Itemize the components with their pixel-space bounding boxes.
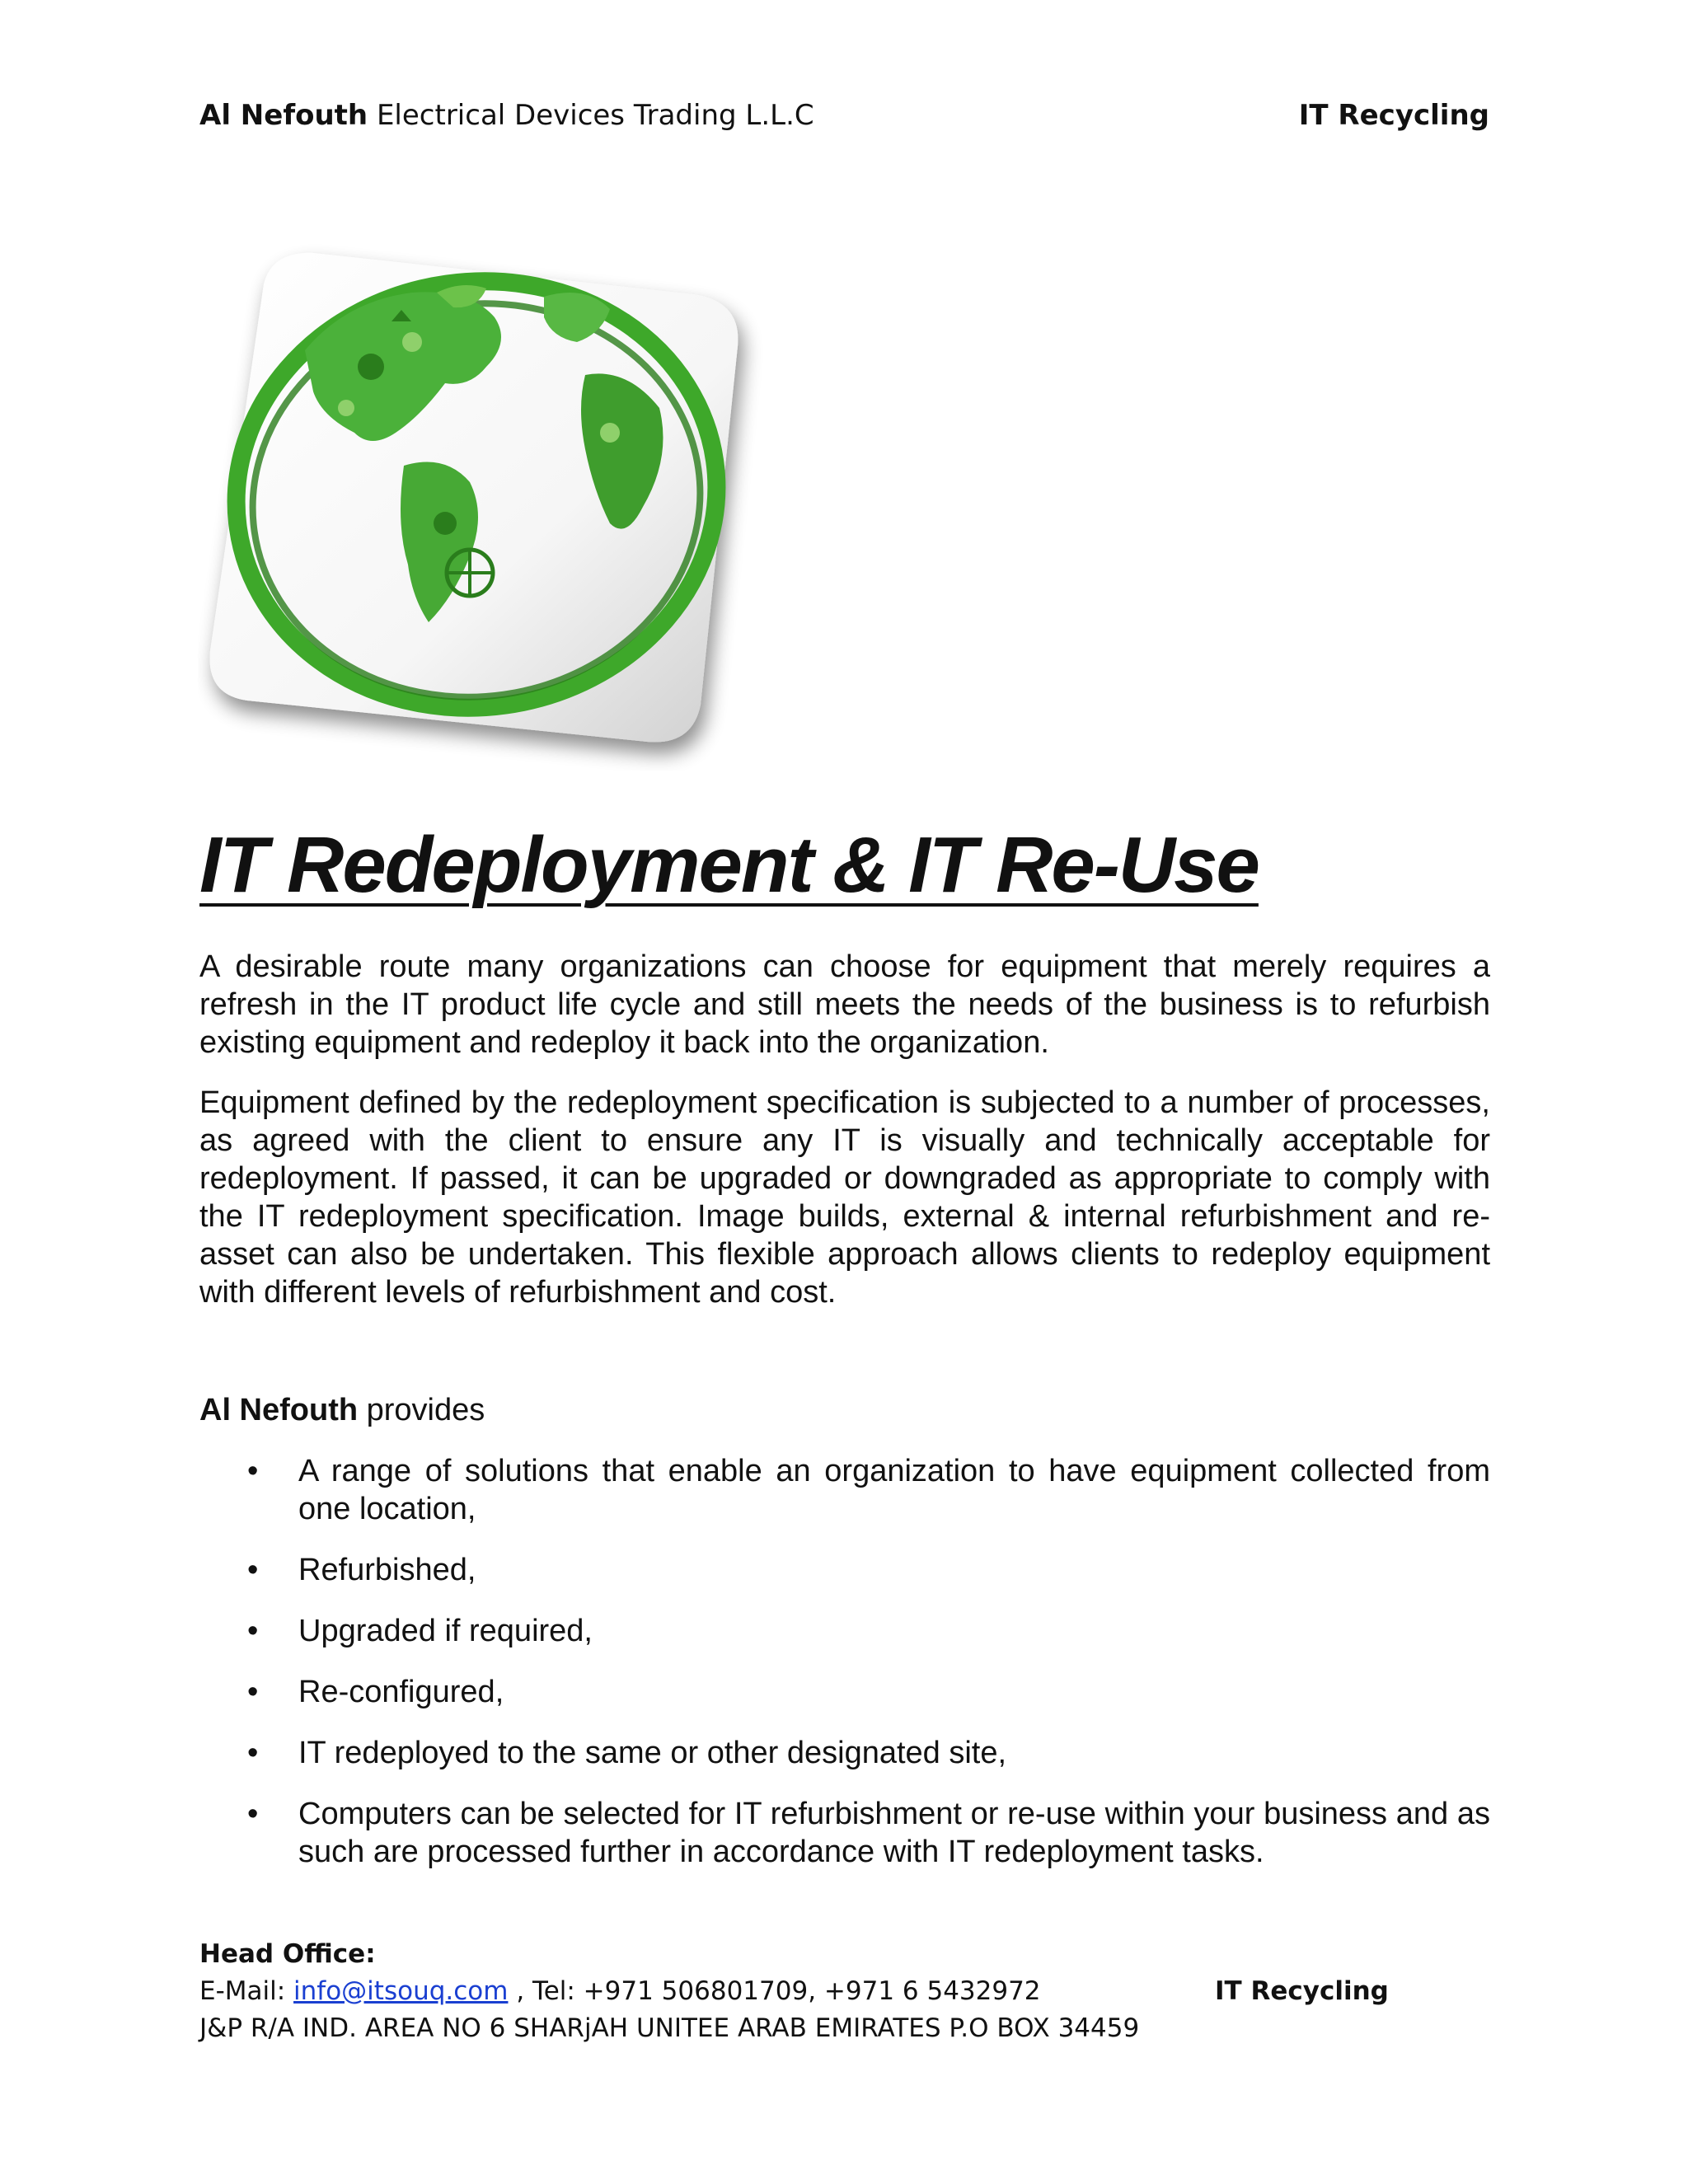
provides-rest: provides — [358, 1393, 485, 1427]
provides-heading — [199, 1393, 485, 1428]
footer-head-office: Head Office: — [199, 1939, 376, 1969]
list-item — [199, 1612, 1490, 1650]
bullet-icon: • — [247, 1797, 259, 1831]
provides-company: Al Nefouth — [199, 1393, 359, 1427]
list-item — [199, 1452, 1490, 1528]
list-item-text: Re-configured, — [298, 1675, 504, 1709]
paragraph-process: Equipment defined by the redeployment specification is subjected to a number of processes, as agreed with the client to ensure any IT is visually and technically acceptable for redeployment. If passed, it can be upgraded or downgraded as appropriate to comply with the IT redeployment specification. Image builds, external & internal refurbishment and re-asset can also be undertaken. This flexible approach allows clients to redeploy equipment with different levels of refurbishment and cost. — [199, 1085, 1490, 1310]
bullet-icon: • — [247, 1675, 259, 1709]
bullet-icon: • — [247, 1736, 259, 1770]
list-item-text: Computers can be selected for IT refurbishment or re-use within your business and as such are processed further in accordance with IT redeployment tasks. — [298, 1797, 1490, 1869]
bullet-icon: • — [247, 1454, 259, 1488]
header-company-rest: Electrical Devices Trading L.L.C — [368, 99, 814, 132]
list-item-text: A range of solutions that enable an organization to have equipment collected from one location, — [298, 1454, 1490, 1526]
list-item-text: Upgraded if required, — [298, 1614, 593, 1648]
bullet-icon: • — [247, 1553, 259, 1587]
paragraph-intro: A desirable route many organizations can choose for equipment that merely requires a refresh in the IT product life cycle and still meets the needs of the business is to refurbish existing equipment and redeploy it back into the organization. — [199, 949, 1490, 1060]
logo-image — [198, 243, 791, 771]
list-item — [199, 1551, 1490, 1589]
provides-list — [199, 1452, 1490, 1894]
list-item — [199, 1795, 1490, 1871]
list-item — [199, 1734, 1490, 1772]
header-right-label: IT Recycling — [1298, 99, 1489, 132]
footer-email-label: E-Mail: — [199, 1976, 294, 2006]
header-company — [199, 99, 814, 132]
footer-contact — [199, 1976, 1041, 2006]
list-item — [199, 1673, 1490, 1711]
bullet-icon: • — [247, 1614, 259, 1648]
green-globe-recycling-icon — [198, 243, 791, 771]
list-item-text: Refurbished, — [298, 1553, 476, 1587]
header-company-bold: Al Nefouth — [199, 99, 368, 132]
footer-address: J&P R/A IND. AREA NO 6 SHARjAH UNITEE ARAB EMIRATES P.O BOX 34459 — [199, 2013, 1140, 2043]
list-item-text: IT redeployed to the same or other designated site, — [298, 1736, 1007, 1770]
footer-tel: , Tel: +971 506801709, +971 6 5432972 — [508, 1976, 1041, 2006]
page-title: IT Redeployment & IT Re-Use — [199, 821, 1259, 909]
footer-right-label: IT Recycling — [1215, 1976, 1389, 2006]
footer-email-link[interactable]: info@itsouq.com — [293, 1976, 509, 2006]
